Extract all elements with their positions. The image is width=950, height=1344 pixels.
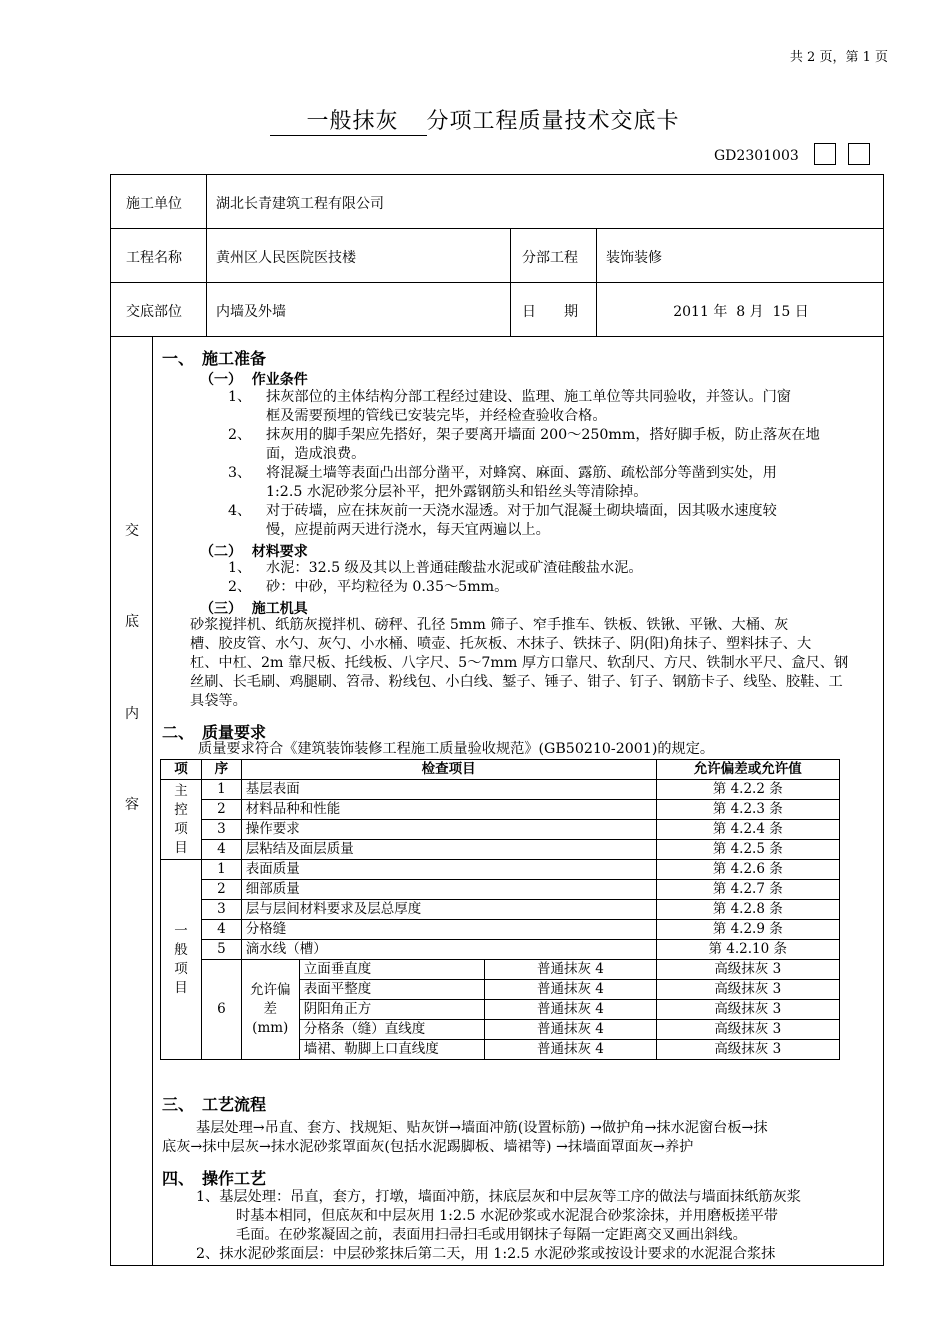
- row-value: 第 4.2.2 条: [656, 780, 839, 800]
- section-1-title: 一、 施工准备: [162, 349, 267, 368]
- project-label: 工程名称: [126, 250, 182, 266]
- item-number: 2、: [228, 579, 252, 595]
- item-text: 抹灰部位的主体结构分部工程经过建设、监理、施工单位等共同验收，并签认。门窗: [266, 389, 791, 405]
- item-text: 水泥：32.5 级及其以上普通硅酸盐水泥或矿渣硅酸盐水泥。: [266, 560, 643, 576]
- operation-line: 1、基层处理：吊直，套方，打墩，墙面冲筋，抹底层灰和中层灰等工序的做法与墙面抹纸筋灰浆: [196, 1189, 801, 1205]
- table-row: [161, 860, 840, 880]
- row-item: 层与层间材料要求及层总厚度: [241, 900, 656, 920]
- date-label: 日 期: [522, 304, 578, 320]
- table-row: [161, 920, 840, 940]
- row-no: 2: [201, 800, 241, 820]
- item-text: 砂：中砂，平均粒径为 0.35～5mm。: [266, 579, 509, 595]
- table-row: [161, 800, 840, 820]
- table-row: [161, 780, 840, 800]
- row-item: 材料品种和性能: [241, 800, 656, 820]
- project-value: 黄州区人民医院医技楼: [216, 250, 356, 266]
- row-value: 第 4.2.3 条: [656, 800, 839, 820]
- part-value: 内墙及外墙: [216, 304, 286, 320]
- tolerance-high: 高级抹灰 3: [656, 960, 839, 980]
- unit-value: 湖北长青建筑工程有限公司: [216, 196, 384, 212]
- tolerance-high: 高级抹灰 3: [656, 1020, 839, 1040]
- tolerance-item: 分格条（缝）直线度: [299, 1020, 485, 1040]
- content-label-char: 容: [125, 797, 139, 813]
- tolerance-high: 高级抹灰 3: [656, 1000, 839, 1020]
- row-item: 细部质量: [241, 880, 656, 900]
- divider: [152, 336, 153, 1266]
- item-text: 1:2.5 水泥砂浆分层补平，把外露钢筋头和铅丝头等清除掉。: [266, 484, 648, 500]
- doc-code: GD2301003: [714, 148, 799, 164]
- table-row: [161, 940, 840, 960]
- tolerance-normal: 普通抹灰 4: [485, 980, 656, 1000]
- item-text: 将混凝土墙等表面凸出部分凿平，对蜂窝、麻面、露筋、疏松部分等凿到实处，用: [266, 465, 777, 481]
- row-no: 2: [201, 880, 241, 900]
- tolerance-item: 阴阳角正方: [299, 1000, 485, 1020]
- content-label-char: 内: [125, 706, 139, 722]
- table-row: [161, 900, 840, 920]
- operation-line: 毛面。在砂浆凝固之前，表面用扫帚扫毛或用钢抹子每隔一定距离交叉画出斜线。: [236, 1227, 747, 1243]
- tolerance-item: 表面平整度: [299, 980, 485, 1000]
- checkbox-2[interactable]: [848, 143, 870, 165]
- operation-line: 2、抹水泥砂浆面层：中层砂浆抹后第二天，用 1:2.5 水泥砂浆或按设计要求的水泥混合浆抹: [196, 1246, 776, 1262]
- row-value: 第 4.2.9 条: [656, 920, 839, 940]
- content-label-char: 底: [125, 614, 139, 630]
- row-item: 层粘结及面层质量: [241, 840, 656, 860]
- page-indicator: 共 2 页，第 1 页: [789, 50, 888, 65]
- col-header: 允许偏差或允许值: [656, 760, 839, 780]
- row-value: 第 4.2.7 条: [656, 880, 839, 900]
- process-line: 基层处理→吊直、套方、找规矩、贴灰饼→墙面冲筋(设置标筋) →做护角→抹水泥窗台板→抹: [196, 1120, 768, 1136]
- content-label-char: 交: [125, 523, 139, 539]
- item-text: 框及需要预埋的管线已安装完毕，并经检查验收合格。: [266, 408, 607, 424]
- row-no: 3: [201, 900, 241, 920]
- sub-label: 分部工程: [522, 250, 578, 266]
- item-number: 4、: [228, 503, 252, 519]
- item-text: 抹灰用的脚手架应先搭好，架子要离开墙面 200～250mm，搭好脚手板，防止落灰在地: [266, 427, 820, 443]
- item-text: 对于砖墙，应在抹灰前一天浇水湿透。对于加气混凝土砌块墙面，因其吸水速度较: [266, 503, 777, 519]
- divider: [206, 174, 207, 336]
- general-group-label: 一般项目: [161, 860, 202, 1060]
- row-value: 第 4.2.8 条: [656, 900, 839, 920]
- row-item: 表面质量: [241, 860, 656, 880]
- row-value: 第 4.2.10 条: [656, 940, 839, 960]
- item-number: 3、: [228, 465, 252, 481]
- row-value: 第 4.2.6 条: [656, 860, 839, 880]
- tools-line: 槽、胶皮管、水勺、灰勺、小水桶、喷壶、托灰板、木抹子、铁抹子、阴(阳)角抹子、塑料抹子、大: [190, 636, 812, 652]
- row-no: 5: [201, 940, 241, 960]
- tools-line: 砂浆搅拌机、纸筋灰搅拌机、磅秤、孔径 5mm 筛子、窄手推车、铁板、铁锹、平锹、大桶、灰: [190, 617, 789, 633]
- table-row: [161, 880, 840, 900]
- item-number: 1、: [228, 389, 252, 405]
- divider: [110, 282, 884, 283]
- row-no: 1: [201, 860, 241, 880]
- row-no: 4: [201, 920, 241, 940]
- unit-label: 施工单位: [126, 196, 182, 212]
- col-header: 序: [201, 760, 241, 780]
- divider: [510, 228, 511, 336]
- table-row: [161, 840, 840, 860]
- sub-value: 装饰装修: [606, 250, 662, 266]
- tolerance-high: 高级抹灰 3: [656, 1040, 839, 1060]
- main-group-label: 主控项目: [161, 780, 202, 860]
- table-header-row: [161, 760, 840, 780]
- tolerance-normal: 普通抹灰 4: [485, 960, 656, 980]
- row-no: 6: [201, 960, 241, 1060]
- operation-line: 时基本相同，但底灰和中层灰用 1:2.5 水泥砂浆或水泥混合砂浆涂抹，并用磨板搓平带: [236, 1208, 778, 1224]
- tolerance-normal: 普通抹灰 4: [485, 1040, 656, 1060]
- row-value: 第 4.2.5 条: [656, 840, 839, 860]
- row-item: 滴水线（槽）: [241, 940, 656, 960]
- quality-table: [160, 759, 840, 1060]
- section-4-title: 四、 操作工艺: [162, 1169, 267, 1188]
- part-label: 交底部位: [126, 304, 182, 320]
- tolerance-high: 高级抹灰 3: [656, 980, 839, 1000]
- tolerance-normal: 普通抹灰 4: [485, 1000, 656, 1020]
- tools-line: 丝刷、长毛刷、鸡腿刷、笤帚、粉线包、小白线、錾子、锤子、钳子、钉子、钢筋卡子、线坠、胶鞋、工: [190, 674, 843, 690]
- tools-line: 具袋等。: [190, 693, 247, 709]
- divider: [110, 228, 884, 229]
- page-title: [0, 104, 950, 136]
- divider: [596, 228, 597, 336]
- sub-1-title: （一） 作业条件: [200, 372, 308, 388]
- tolerance-item: 墙裙、勒脚上口直线度: [299, 1040, 485, 1060]
- row-no: 4: [201, 840, 241, 860]
- row-no: 1: [201, 780, 241, 800]
- tolerance-item: 立面垂直度: [299, 960, 485, 980]
- section-2-title: 二、 质量要求: [162, 723, 267, 742]
- table-row: [161, 820, 840, 840]
- item-text: 慢，应提前两天进行浇水，每天宜两遍以上。: [266, 522, 550, 538]
- table-row: [161, 960, 840, 980]
- quality-intro: 质量要求符合《建筑装饰装修工程施工质量验收规范》(GB50210-2001)的规定。: [198, 741, 715, 757]
- process-line: 底灰→抹中层灰→抹水泥砂浆罩面灰(包括水泥踢脚板、墙裙等) →抹墙面罩面灰→养护: [162, 1139, 694, 1155]
- sub-3-title: （三） 施工机具: [200, 601, 308, 617]
- tolerance-label: 允许偏差(mm): [241, 960, 299, 1060]
- row-item: 操作要求: [241, 820, 656, 840]
- divider: [110, 336, 884, 337]
- item-number: 1、: [228, 560, 252, 576]
- row-item: 分格缝: [241, 920, 656, 940]
- row-item: 基层表面: [241, 780, 656, 800]
- tools-line: 杠、中杠、2m 靠尺板、托线板、八字尺、5～7mm 厚方口靠尺、软刮尺、方尺、铁制水平尺、盒尺、钢: [190, 655, 849, 671]
- row-value: 第 4.2.4 条: [656, 820, 839, 840]
- tolerance-normal: 普通抹灰 4: [485, 1020, 656, 1040]
- checkbox-1[interactable]: [814, 143, 836, 165]
- sub-2-title: （二） 材料要求: [200, 544, 308, 560]
- item-number: 2、: [228, 427, 252, 443]
- item-text: 面，造成浪费。: [266, 446, 366, 462]
- col-header: 项: [161, 760, 202, 780]
- row-no: 3: [201, 820, 241, 840]
- title-suffix: 分项工程质量技术交底卡: [426, 109, 680, 134]
- col-header: 检查项目: [241, 760, 656, 780]
- section-3-title: 三、 工艺流程: [162, 1095, 267, 1114]
- date-value: 2011 年 8 月 15 日: [673, 304, 809, 320]
- title-prefix: 一般抹灰: [270, 104, 426, 136]
